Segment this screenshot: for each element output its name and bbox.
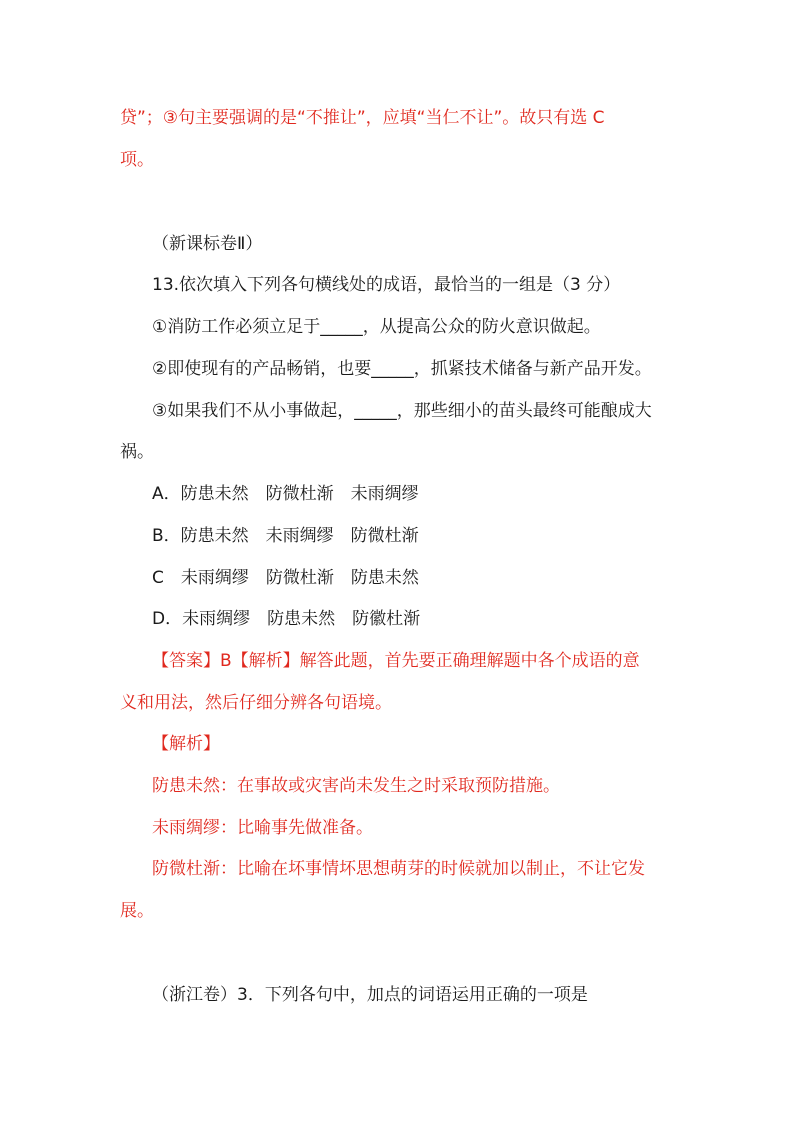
analysis-item-1: 防患未然：在事故或灾害尚未发生之时采取预防措施。 [152,776,560,796]
analysis-item-3-continued: 展。 [120,901,154,921]
question-sentence-3: ③如果我们不从小事做起，_____，那些细小的苗头最终可能酿成大 [152,401,652,421]
question-sentence-3-continued: 祸。 [120,442,154,462]
previous-answer-line-1: 贷”；③句主要强调的是“不推让”，应填“当仁不让”。故只有选 C [120,108,605,128]
next-question-stem: （浙江卷）3．下列各句中，加点的词语运用正确的一项是 [152,985,588,1005]
answer-line-1: 【答案】B【解析】解答此题，首先要正确理解题中各个成语的意 [152,651,640,671]
analysis-item-3: 防微杜渐：比喻在坏事情坏思想萌芽的时候就加以制止，不让它发 [152,859,645,879]
option-b: B．防患未然 未雨绸缪 防微杜渐 [152,526,419,546]
question-stem: 13.依次填入下列各句横线处的成语，最恰当的一组是（3 分） [152,275,621,295]
analysis-header: 【解析】 [152,734,220,754]
question-sentence-2: ②即使现有的产品畅销，也要_____，抓紧技术储备与新产品开发。 [152,359,652,379]
analysis-item-2: 未雨绸缪：比喻事先做准备。 [152,818,373,838]
option-d: D．未雨绸缪 防患未然 防徽杜渐 [152,609,421,629]
question-source: （新课标卷Ⅱ） [152,234,263,254]
previous-answer-line-2: 项。 [120,150,154,170]
question-sentence-1: ①消防工作必须立足于_____，从提高公众的防火意识做起。 [152,317,601,337]
answer-line-2: 义和用法，然后仔细分辨各句语境。 [120,693,392,713]
option-a: A．防患未然 防微杜渐 未雨绸缪 [152,484,419,504]
option-c: C 未雨绸缪 防微杜渐 防患未然 [152,568,419,588]
